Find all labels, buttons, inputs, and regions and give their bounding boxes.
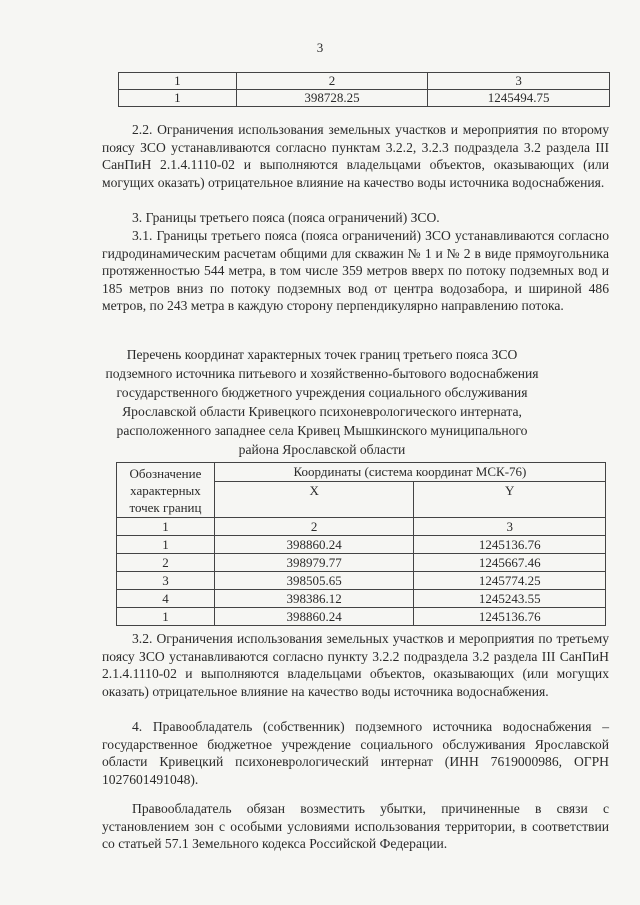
paragraph-2-2: 2.2. Ограничения использования земельных участков и мероприятия по второму поясу ЗСО устанавливаются согласно пунктам 3.2.2, 3.2.3 подраздела 3.2 раздела III СанПиН 2.1.4.1110-02 и выполняются владельцами объектов, оказывающих (или могущих оказать) отрицательное влияние на качество воды источника водоснабжения.	[102, 122, 609, 190]
table-row	[117, 608, 606, 626]
table-cell: 3	[117, 572, 215, 590]
header-x: X	[214, 481, 414, 517]
table-cell: 1	[117, 518, 215, 536]
table-cell: 398979.77	[214, 554, 414, 572]
page-number: 3	[316, 40, 324, 55]
table-cell: 1	[117, 608, 215, 626]
paragraph-final: Правообладатель обязан возместить убытки, причиненные в связи с установлением зон с особыми условиями использования территории, в соответствии со статьей 57.1 Земельного кодекса Российской Федерации.	[102, 801, 609, 851]
header-point-designation: Обозначение характерных точек границ	[117, 463, 215, 518]
table-cell: 1245774.25	[414, 572, 606, 590]
table-row	[117, 590, 606, 608]
table-row	[119, 73, 610, 90]
table-cell: 398505.65	[214, 572, 414, 590]
table-cell: 3	[428, 73, 610, 90]
table-row	[117, 554, 606, 572]
table-cell: 1245243.55	[414, 590, 606, 608]
paragraph-3-2: 3.2. Ограничения использования земельных участков и мероприятия по третьему поясу ЗСО устанавливаются согласно пункту 3.2.2 подраздела 3.2 раздела III СанПиН 2.1.4.1110-02 и выполняются владельцами объектов, оказывающих (или могущих оказать) отрицательное влияние на качество воды источника водоснабжения.	[102, 631, 609, 699]
table-caption: Перечень координат характерных точек границ третьего пояса ЗСО подземного источника питьевого и хозяйственно-бытового водоснабжения государственного бюджетного учреждения социального обслуживания Ярославской области Кривецкого психоневрологического интерната, расположенного западнее села Кривец Мышкинского муниципального района Ярославской области	[105, 347, 539, 457]
table-cell: 398728.25	[236, 90, 428, 107]
table-row	[119, 90, 610, 107]
coordinates-table	[116, 462, 606, 626]
paragraph-4: 4. Правообладатель (собственник) подземного источника водоснабжения – государственное бюджетное учреждение социального обслуживания Ярославской области Кривецкий психоневрологический интернат (ИНН 7619000986, ОГРН 1027601491048).	[102, 719, 609, 787]
table-cell: 1245494.75	[428, 90, 610, 107]
table-cell: 398860.24	[214, 608, 414, 626]
paragraph-3: 3. Границы третьего пояса (пояса ограничений) ЗСО.	[132, 210, 440, 225]
table-cell: 2	[214, 518, 414, 536]
table-cell: 2	[236, 73, 428, 90]
table-cell: 1	[117, 536, 215, 554]
table-cell: 1	[119, 73, 237, 90]
paragraph-3-1: 3.1. Границы третьего пояса (пояса ограничений) ЗСО устанавливаются согласно гидродинамическим расчетам общими для скважин № 1 и № 2 в виде прямоугольника протяженностью 544 метра, в том числе 359 метров вверх по потоку подземных вод и 185 метров вниз по потоку подземных вод от центра водозабора, и шириной 486 метров, по 243 метра в каждую сторону перпендикулярно направлению потока.	[102, 228, 609, 313]
table-row	[117, 572, 606, 590]
table-cell: 1245667.46	[414, 554, 606, 572]
table-cell: 398386.12	[214, 590, 414, 608]
table-cell: 1	[119, 90, 237, 107]
table-cell: 1245136.76	[414, 536, 606, 554]
table-row	[117, 518, 606, 536]
table-cell: 1245136.76	[414, 608, 606, 626]
table-header-row	[117, 463, 606, 482]
coordinates-table-continued	[118, 72, 610, 107]
table-cell: 4	[117, 590, 215, 608]
table-row	[117, 536, 606, 554]
table-cell: 398860.24	[214, 536, 414, 554]
header-y: Y	[414, 481, 606, 517]
table-cell: 3	[414, 518, 606, 536]
table-cell: 2	[117, 554, 215, 572]
header-coordinates-system: Координаты (система координат МСК-76)	[214, 463, 605, 482]
